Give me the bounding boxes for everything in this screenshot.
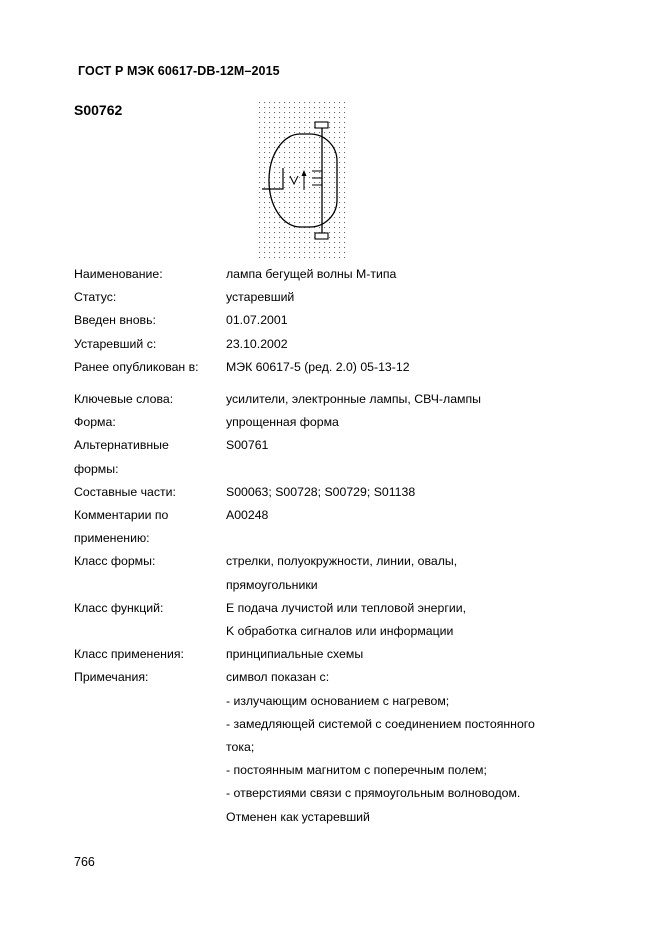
field-value: K обработка сигналов или информации [226,624,454,639]
field-value: A00248 [226,508,269,523]
field-value: - постоянным магнитом с поперечным полем; [226,763,487,778]
field-row [74,597,594,620]
field-value: S00063; S00728; S00729; S01138 [226,484,416,499]
field-label: Наименование: [74,267,163,281]
field-label [74,713,226,736]
field-value: усилители, электронные лампы, СВЧ-лампы [226,392,481,407]
field-label: Класс функций: [74,600,164,615]
field-label: Альтернативные [74,438,169,453]
field-row [74,666,594,689]
field-label: Класс применения: [74,647,184,662]
coupling-top [315,122,328,128]
fields-group-basic [74,263,594,379]
field-row [74,736,594,759]
field-row [74,481,594,504]
field-label: формы: [74,461,119,476]
field-label: Форма: [74,415,116,430]
document-header: ГОСТ Р МЭК 60617-DB-12M–2015 [78,64,280,78]
symbol-code: S00762 [74,102,123,118]
field-label [74,620,226,643]
fields-table [74,263,594,829]
field-value: лампа бегущей волны М-типа [226,267,397,281]
field-value: - излучающим основанием с нагревом; [226,693,450,708]
field-row [74,620,594,643]
field-label: Комментарии по [74,508,169,523]
field-value: S00761 [226,438,269,453]
field-value: - замедляющей системой с соединением постоянного [226,716,535,731]
field-label [74,574,226,597]
field-row [74,504,594,527]
field-label [74,690,226,713]
field-row [74,458,594,481]
field-label: Введен вновь: [74,313,156,328]
field-row [74,690,594,713]
field-row [74,263,594,286]
field-value: символ показан с: [226,670,330,685]
field-label: Устаревший с: [74,336,157,351]
field-value [226,527,594,550]
field-value: упрощенная форма [226,415,339,430]
symbol-drawing [252,100,352,260]
field-row [74,550,594,573]
field-label: Примечания: [74,670,149,685]
field-value: МЭК 60617-5 (ред. 2.0) 05-13-12 [226,359,410,374]
field-label [74,736,226,759]
field-row [74,806,594,829]
field-value: - отверстиями связи с прямоугольным волноводом. [226,786,521,801]
field-row [74,356,594,379]
field-value: тока; [226,740,255,755]
symbol-diagram [252,100,352,265]
field-label: Составные части: [74,484,176,499]
field-value: Отменен как устаревший [226,809,370,824]
field-label: Статус: [74,290,117,305]
field-label: Класс формы: [74,554,156,569]
field-row [74,388,594,411]
field-row [74,286,594,309]
fields-group-details [74,388,594,829]
field-value: стрелки, полуокружности, линии, овалы, [226,554,458,569]
field-value: устаревший [226,290,295,305]
field-row [74,643,594,666]
field-label: применению: [74,531,150,546]
field-label [74,782,226,805]
field-row [74,759,594,782]
field-label [74,759,226,782]
field-value [226,458,594,481]
field-row [74,782,594,805]
spacer [74,379,594,388]
field-label: Ключевые слова: [74,392,174,407]
field-row [74,574,594,597]
field-row [74,527,594,550]
field-row [74,333,594,356]
field-value: 01.07.2001 [226,313,288,328]
field-value: принципиальные схемы [226,647,364,662]
coupling-bottom [315,233,328,239]
field-value: прямоугольники [226,577,318,592]
field-value: E подача лучистой или тепловой энергии, [226,600,466,615]
field-value: 23.10.2002 [226,336,288,351]
field-label: Ранее опубликован в: [74,359,199,374]
field-row [74,713,594,736]
field-row [74,309,594,332]
field-label [74,806,226,829]
page-number: 766 [74,855,95,869]
field-row [74,434,594,457]
field-row [74,411,594,434]
